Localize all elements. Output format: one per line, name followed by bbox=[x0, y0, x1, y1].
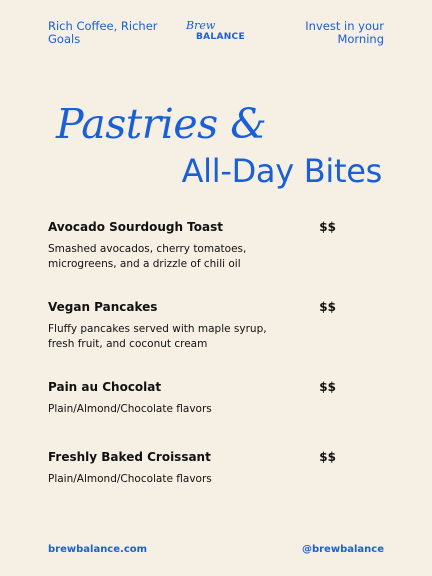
menu-item-price: $$ bbox=[319, 450, 336, 464]
menu-item-name: Freshly Baked Croissant bbox=[48, 450, 211, 464]
logo-bold-text: BALANCE bbox=[196, 32, 245, 42]
brand-logo bbox=[184, 21, 248, 45]
website-link[interactable]: brewbalance.com bbox=[48, 544, 148, 555]
menu-item-name: Vegan Pancakes bbox=[48, 300, 158, 314]
menu-item-name: Avocado Sourdough Toast bbox=[48, 220, 223, 234]
menu-item-name: Pain au Chocolat bbox=[48, 380, 162, 394]
menu-item-description: Smashed avocados, cherry tomatoes, microgreens, and a drizzle of chili oil bbox=[48, 243, 247, 270]
menu-item bbox=[48, 450, 338, 510]
menu-item-price: $$ bbox=[319, 220, 336, 234]
menu-item bbox=[48, 300, 338, 380]
menu-item bbox=[48, 220, 338, 300]
menu-item bbox=[48, 380, 338, 450]
title-bold: All-Day Bites bbox=[181, 152, 382, 190]
menu-item-description: Fluffy pancakes served with maple syrup, fresh fruit, and coconut cream bbox=[48, 323, 267, 350]
tagline-left: Rich Coffee, Richer Goals bbox=[48, 19, 158, 46]
menu-item-price: $$ bbox=[319, 300, 336, 314]
tagline-right: Invest in your Morning bbox=[305, 19, 384, 46]
social-handle[interactable]: @brewbalance bbox=[301, 544, 384, 555]
menu-item-description: Plain/Almond/Chocolate flavors bbox=[48, 403, 212, 415]
menu-item-description: Plain/Almond/Chocolate flavors bbox=[48, 473, 212, 485]
menu-list bbox=[48, 220, 338, 510]
logo-script-text: Brew bbox=[186, 19, 216, 32]
menu-item-price: $$ bbox=[319, 380, 336, 394]
title-script: Pastries & bbox=[56, 100, 267, 148]
